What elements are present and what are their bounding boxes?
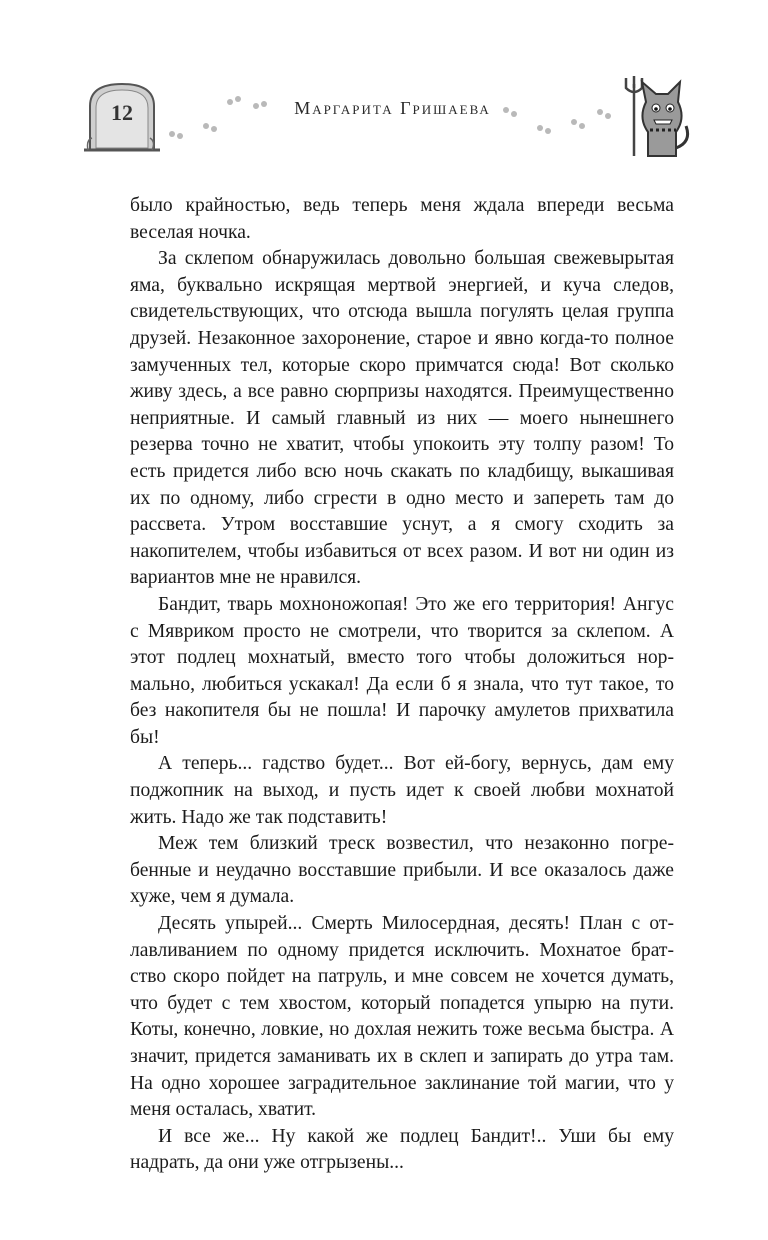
paragraph: было крайностью, ведь теперь меня ждала впереди весьма веселая ночка.	[130, 195, 674, 243]
paragraph: Меж тем близкий треск возвестил, что незаконно погребенные и неудачно восставшие прибыли. И все оказалось даже хуже, чем я думала.	[130, 833, 674, 908]
paragraph: Бандит, тварь мохноножопая! Это же его территория! Ангус с Мявриком просто не смотрели, что творится за склепом. А этот подлец мохнатый, вместо того чтобы доложиться нормально, любиться ускакал! Да если б я знала, что тут такое, то без накопителя бы не пошла! И парочку амулетов прихватила бы!	[130, 593, 674, 748]
body-text	[130, 193, 674, 1177]
page-number: 12	[111, 100, 133, 125]
page-header	[0, 0, 768, 175]
paragraph: За склепом обнаружилась довольно большая свежевырытая яма, буквально искрящая мертвой энергией, и куча следов, свидетельствующих, что отсюда вышла погулять целая группа друзей. Незаконное захоронение, старое и явно когда-то полное замученных тел, которые скоро примчатся сюда! Вот сколько живу здесь, а все равно сюрпризы находятся. Преимущественно неприятные. И самый главный из них — моего нынешнего резерва точно не хватит, чтобы упокоить эту толпу разом! То есть придется либо всю ночь скакать по кладбищу, выкашивая их по одному, либо сгрести в одно место и запереть там до рассвета. Утром восставшие уснут, а я смогу сходить за накопителем, чтобы избавиться от всех разом. И вот ни один из вариантов мне не нравился.	[130, 248, 674, 589]
paragraph: И все же... Ну какой же подлец Бандит!.. Уши бы ему надрать, да они уже отгрызены...	[130, 1125, 674, 1174]
author-name: Маргарита Гришаева	[294, 98, 491, 118]
paragraph: А теперь... гадство будет... Вот ей-богу, вернусь, дам ему поджопник на выход, и пусть идет к своей любви мохнатой жить. Надо же так подставить!	[130, 753, 674, 828]
paragraph: Десять упырей... Смерть Милосердная, десять! План с отлавливанием по одному придется исключить. Мохнатое братство скоро пойдет на патруль, и мне совсем не хочется думать, что будет с тем хвостом, который попадется упырю на пути. Коты, конечно, ловкие, но дохлая нежить тоже весьма быстра. А значит, придется заманивать их в склеп и запирать до утра там. На одно хорошее заградительное заклинание той магии, что у меня осталась, хватит.	[130, 913, 674, 1121]
devil-cat-icon	[612, 72, 692, 162]
